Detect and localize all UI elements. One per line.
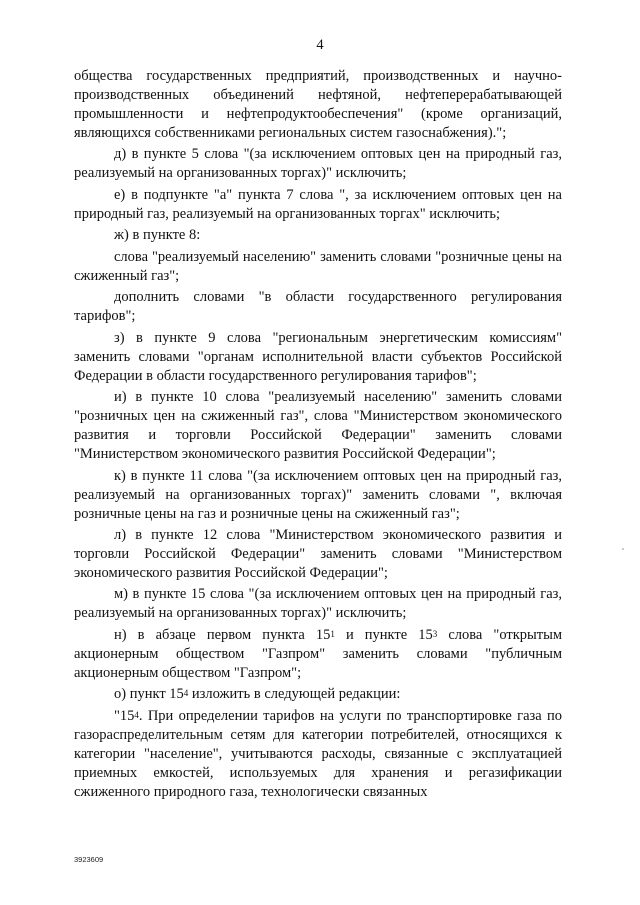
paragraph-item-z: з) в пункте 9 слова "региональным энергетическим комиссиям" заменить словами "органам исполнительной власти субъектов Российской Федерации в области государственного регулирования тарифов"; xyxy=(74,329,562,384)
paragraph-item-n xyxy=(74,626,562,683)
paragraph-item-zh-words: слова "реализуемый населению" заменить словами "розничные цены на сжиженный газ"; xyxy=(74,248,562,284)
document-body xyxy=(74,67,562,804)
paragraph-new-wording-text-a: "15 xyxy=(114,707,135,724)
superscript-1: 1 xyxy=(330,628,335,639)
paragraph-item-m: м) в пункте 15 слова "(за исключением оптовых цен на природный газ, реализуемый на организованных торгах)" исключить; xyxy=(74,586,562,622)
paragraph-item-zh-supplement: дополнить словами "в области государственного регулирования тарифов"; xyxy=(74,289,562,325)
paragraph-item-k: к) в пункте 11 слова "(за исключением оптовых цен на природный газ, реализуемый на организованных торгах)" заменить словами ", включая розничные цены на газ и розничные цены на сжиженный газ"; xyxy=(74,467,562,522)
paragraph-new-wording xyxy=(74,707,562,802)
paragraph-item-e: е) в подпункте "а" пункта 7 слова ", за исключением оптовых цен на природный газ, реализуемый на организованных торгах" исключить; xyxy=(74,186,562,222)
paragraph-item-i: и) в пункте 10 слова "реализуемый населению" заменить словами "розничных цен на сжиженный газ", слова "Министерством экономического развития и торговли Российской Федерации" заменить словами "Министерством экономического развития Российской Федерации"; xyxy=(74,389,562,463)
page-number: 4 xyxy=(316,37,324,53)
paragraph-item-n-text-c: слова "открытым акционерным обществом "Газпром" заменить словами "публичным акционерным обществом "Газпром"; xyxy=(74,626,563,681)
paragraph-item-n-text-b: и пункте 15 xyxy=(334,626,433,643)
superscript-3: 3 xyxy=(432,628,438,639)
paragraph-item-o-text-b: изложить в следующей редакции: xyxy=(188,686,401,703)
paragraph-item-n-text-a: н) в абзаце первом пункта 15 xyxy=(114,626,331,643)
superscript-4-quote: 4 xyxy=(134,709,139,720)
paragraph-continuation: общества государственных предприятий, производственных и научно-производственных объединений нефтяной, нефтеперерабатывающей промышленности и нефтепродуктообеспечения" (кроме организаций, являющихся собственниками региональных систем газоснабжения)."; xyxy=(74,68,562,141)
paragraph-item-o xyxy=(74,685,562,704)
paragraph-item-o-text-a: о) пункт 15 xyxy=(114,686,184,703)
scan-artifact xyxy=(622,548,624,550)
paragraph-item-l: л) в пункте 12 слова "Министерством экономического развития и торговли Российской Федерации" заменить словами "Министерством экономического развития Российской Федерации"; xyxy=(74,526,562,581)
document-code: 3923609 xyxy=(74,855,104,864)
paragraph-item-zh: ж) в пункте 8: xyxy=(114,227,201,244)
superscript-4: 4 xyxy=(183,688,189,699)
paragraph-new-wording-text-b: . При определении тарифов на услуги по транспортировке газа по газораспределительным сетям для категории потребителей, относящихся к категории "население", учитываются расходы, связанные с эксплуатацией приемных емкостей, используемых для хранения и регазификации сжиженного природного газа, технологически связанных xyxy=(74,707,562,800)
paragraph-item-d: д) в пункте 5 слова "(за исключением оптовых цен на природный газ, реализуемый на организованных торгах)" исключить; xyxy=(74,146,562,182)
